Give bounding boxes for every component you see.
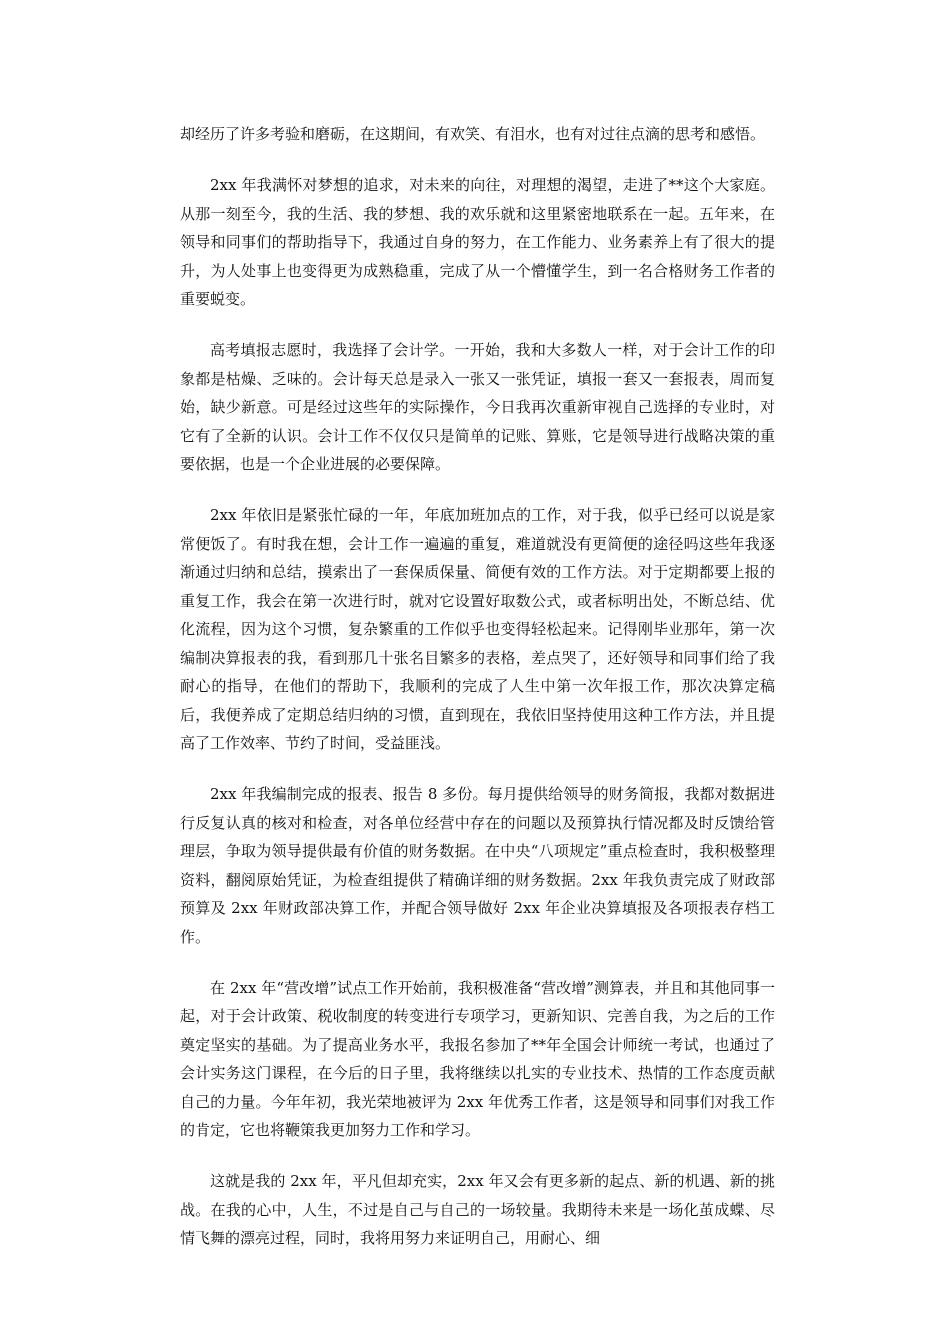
paragraph-work-methods: 2xx 年依旧是紧张忙碌的一年，年底加班加点的工作，对于我，似乎已经可以说是家常便饭了。有时我在想，会计工作一遍遍的重复，难道就没有更简便的途径吗这些年我逐渐通过归纳和总结，摸索出了一套保质保量、简便有效的工作方法。对于定期都要上报的重复工作，我会在第一次进行时，就对它设置好取数公式，或者标明出处，不断总结、优化流程，因为这个习惯，复杂繁重的工作似乎也变得轻松起来。记得刚毕业那年，第一次编制决算报表的我，看到那几十张名目繁多的表格，差点哭了，还好领导和同事们给了我耐心的指导，在他们的帮助下，我顺利的完成了人生中第一次年报工作，那次决算定稿后，我便养成了定期总结归纳的习惯，直到现在，我依旧坚持使用这种工作方法，并且提高了工作效率、节约了时间，受益匪浅。 — [180, 506, 775, 752]
paragraph-continuation: 却经历了许多考验和磨砺，在这期间，有欢笑、有泪水，也有对过往点滴的思考和感悟。 — [180, 125, 766, 143]
document-page — [180, 120, 775, 1275]
paragraph-choosing-accounting: 高考填报志愿时，我选择了会计学。一开始，我和大多数人一样，对于会计工作的印象都是枯燥、乏味的。会计每天总是录入一张又一张凭证，填报一套又一套报表，周而复始，缺少新意。可是经过这些年的实际操作，今日我再次重新审视自己选择的专业时，对它有了全新的认识。会计工作不仅仅只是简单的记账、算账，它是领导进行战略决策的重要依据，也是一个企业进展的必要保障。 — [180, 341, 775, 473]
paragraph-summary: 这就是我的 2xx 年，平凡但却充实，2xx 年又会有更多新的起点、新的机遇、新的挑战。在我的心中，人生，不过是自己与自己的一场较量。我期待未来是一场化茧成蝶、尽情飞舞的漂亮过程，同时，我将用努力来证明自己，用耐心、细 — [180, 1172, 775, 1247]
paragraph-reports: 2xx 年我编制完成的报表、报告 8 多份。每月提供给领导的财务简报，我都对数据进行反复认真的核对和检查，对各单位经营中存在的问题以及预算执行情况都及时反馈给管理层，争取为领导提供最有价值的财务数据。在中央“八项规定”重点检查时，我积极整理资料，翻阅原始凭证，为检查组提供了精确详细的财务数据。2xx 年我负责完成了财政部预算及 2xx 年财政部决算工作，并配合领导做好 2xx 年企业决算填报及各项报表存档工作。 — [180, 785, 776, 946]
paragraph-vat-reform: 在 2xx 年“营改增”试点工作开始前，我积极准备“营改增”测算表，并且和其他同事一起，对于会计政策、税收制度的转变进行专项学习，更新知识、完善自我，为之后的工作奠定坚实的基础。为了提高业务水平，我报名参加了**年全国会计师统一考试，也通过了会计实务这门课程，在今后的日子里，我将继续以扎实的专业技术、热情的工作态度贡献自己的力量。今年年初，我光荣地被评为 2xx 年优秀工作者，这是领导和同事们对我工作的肯定，它也将鞭策我更加努力工作和学习。 — [180, 978, 775, 1139]
paragraph-joining-company: 2xx 年我满怀对梦想的追求，对未来的向往，对理想的渴望，走进了**这个大家庭。从那一刻至今，我的生活、我的梦想、我的欢乐就和这里紧密地联系在一起。五年来，在领导和同事们的帮助指导下，我通过自身的努力，在工作能力、业务素养上有了很大的提升，为人处事上也变得更为成熟稳重，完成了从一个懵懂学生，到一名合格财务工作者的重要蜕变。 — [180, 176, 775, 308]
